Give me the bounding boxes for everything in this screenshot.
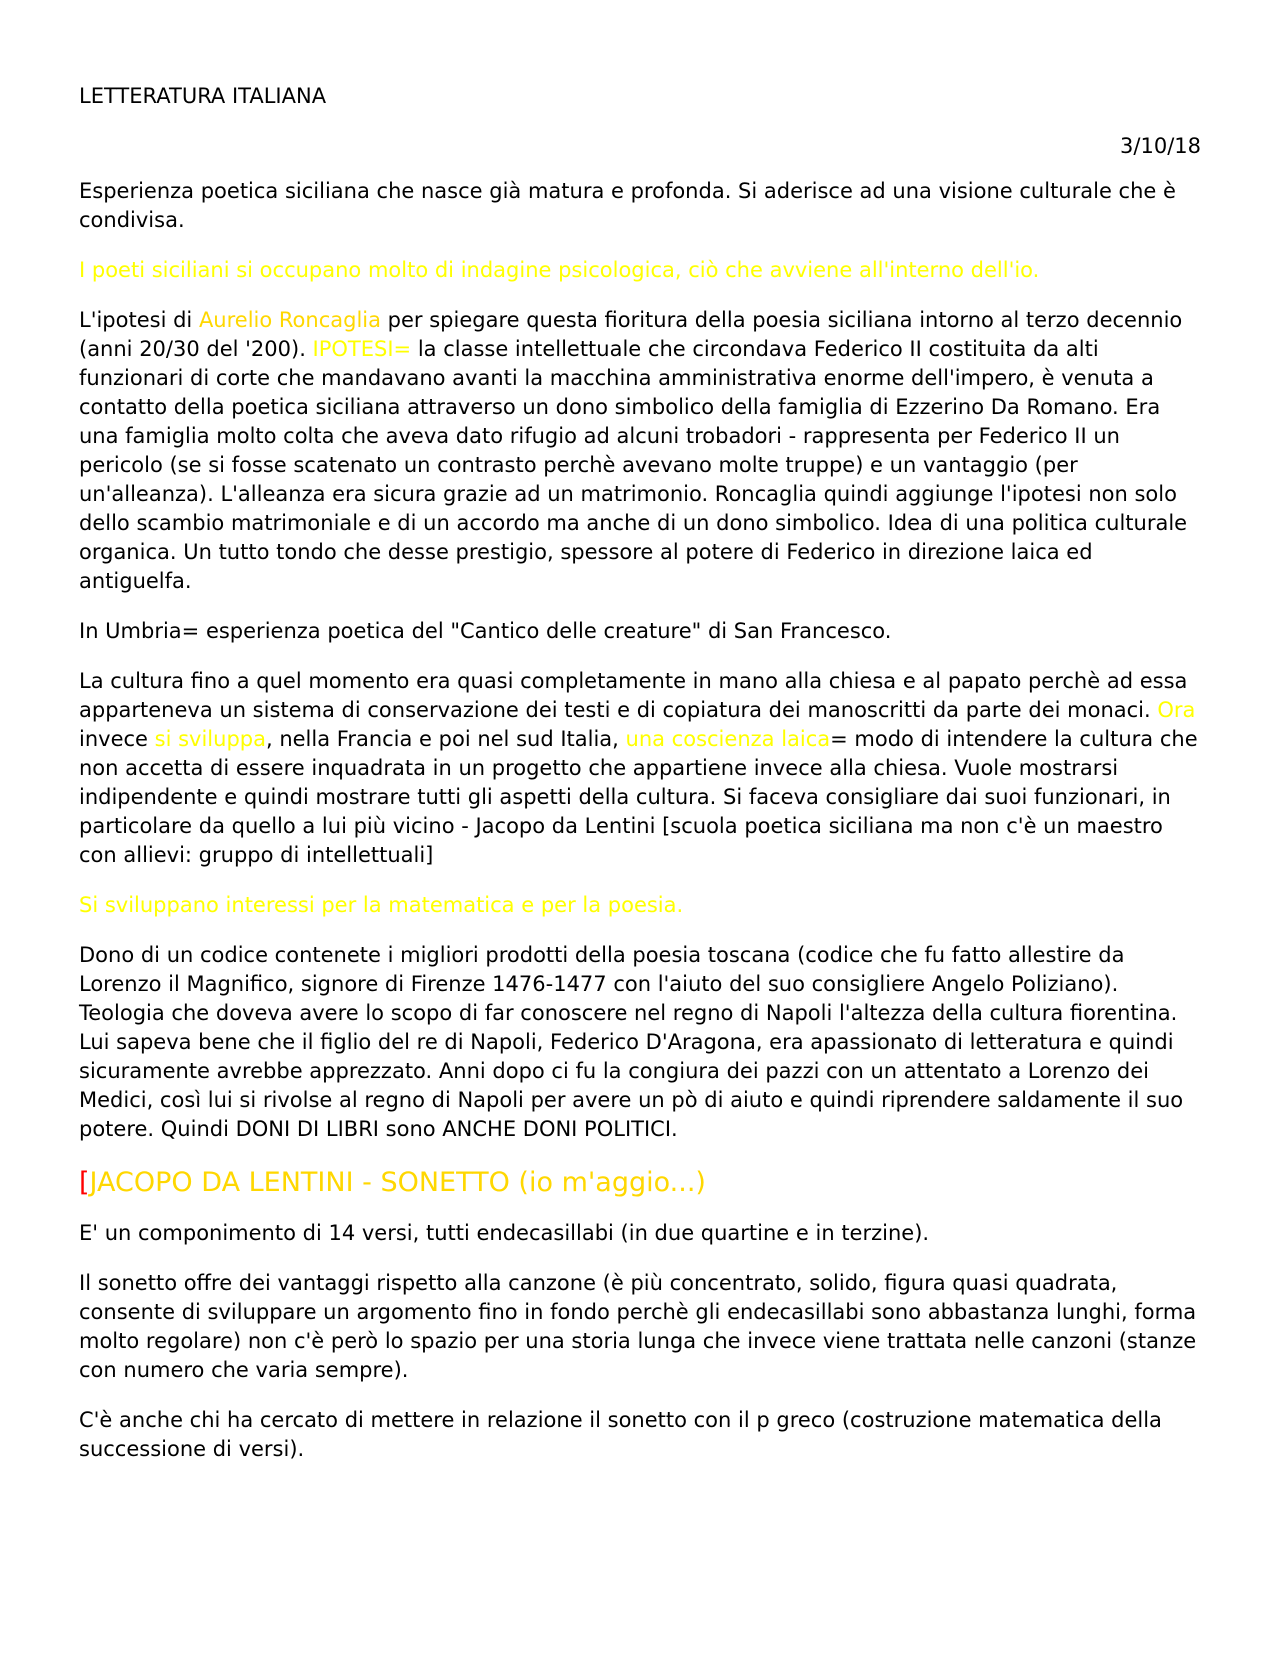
paragraph-componimento: E' un componimento di 14 versi, tutti endecasillabi (in due quartine e in terzine).: [79, 1221, 930, 1245]
paragraph-codice: Dono di un codice contenete i migliori prodotti della poesia toscana (codice che fu fatto allestire da Lorenzo il Magnifico, signore di Firenze 1476-1477 con l'aiuto del suo consigliere Angelo Poliziano). Teologia che doveva avere lo scopo di far conoscere nel regno di Napoli l'altezza della cultura fiorentina. Lui sapeva bene che il figlio del re di Napoli, Federico D'Aragona, era apassionato di letteratura e quindi sicuramente avrebbe apprezzato. Anni dopo ci fu la congiura dei pazzi con un attentato a Lorenzo dei Medici, così lui si rivolse al regno di Napoli per avere un pò di aiuto e quindi riprendere saldamente il suo potere. Quindi DONI DI LIBRI sono ANCHE DONI POLITICI.: [79, 943, 1184, 1141]
paragraph-p-greco: C'è anche chi ha cercato di mettere in relazione il sonetto con il p greco (costruzione matematica della successione di versi).: [79, 1408, 1162, 1461]
highlight-si-sviluppa: si sviluppa: [154, 727, 266, 751]
document-date: 3/10/18: [1120, 134, 1201, 158]
heading-bracket: [: [79, 1167, 90, 1198]
text-segment: la classe intellettuale che circondava Federico II costituita da alti funzionari di corte che mandavano avanti la macchina amministrativa enorme dell'impero, è venuta a contatto della poetica siciliana attraverso un dono simbolico della famiglia di Ezzerino Da Romano. Era una famiglia molto colta che aveva dato rifugio ad alcuni trobadori - rappresenta per Federico II un pericolo (se si fosse scatenato un contrasto perchè avevano molte truppe) e un vantaggio (per un'alleanza). L'alleanza era sicura grazie ad un matrimonio. Roncaglia quindi aggiunge l'ipotesi non solo dello scambio matrimoniale e di un accordo ma anche di un dono simbolico. Idea di una politica culturale organica. Un tutto tondo che desse prestigio, spessore al potere di Federico in direzione laica ed antiguelfa.: [79, 337, 1188, 593]
paragraph-umbria: In Umbria= esperienza poetica del "Cantico delle creature" di San Francesco.: [79, 619, 892, 643]
highlight-ora: Ora: [1157, 698, 1196, 722]
text-segment: per spiegare questa fioritura della poesia siciliana intorno al terzo decennio (anni 20/30 del '200).: [79, 308, 1183, 361]
section-heading: [79, 1165, 1201, 1201]
text-segment: invece: [79, 727, 155, 751]
paragraph-intro: Esperienza poetica siciliana che nasce già matura e profonda. Si aderisce ad una visione culturale che è condivisa.: [79, 179, 1176, 232]
highlight-roncaglia: Aurelio Roncaglia: [198, 308, 381, 332]
heading-text: JACOPO DA LENTINI - SONETTO (io m'aggio...): [89, 1167, 706, 1198]
text-segment: L'ipotesi di: [79, 308, 199, 332]
text-segment: La cultura fino a quel momento era quasi completamente in mano alla chiesa e al papato perchè ad essa apparteneva un sistema di conservazione dei testi e di copiatura dei manoscritti da parte dei monaci.: [79, 669, 1188, 722]
document-title: LETTERATURA ITALIANA: [79, 84, 327, 108]
paragraph-highlight-matematica: Si sviluppano interessi per la matematica e per la poesia.: [79, 893, 684, 917]
paragraph-cultura: [79, 667, 1201, 870]
highlight-ipotesi: IPOTESI=: [312, 337, 412, 361]
text-segment: , nella Francia e poi nel sud Italia,: [265, 727, 626, 751]
document-page: [79, 82, 1201, 1485]
text-segment: = modo di intendere la cultura che non accetta di essere inquadrata in un progetto che appartiene invece alla chiesa. Vuole mostrarsi indipendente e quindi mostrare tutti gli aspetti della cultura. Si faceva consigliare dai suoi funzionari, in particolare da quello a lui più vicino - Jacopo da Lentini [scuola poetica siciliana ma non c'è un maestro con allievi: gruppo di intellettuali]: [79, 727, 1198, 867]
highlight-coscienza-laica: una coscienza laica: [625, 727, 831, 751]
paragraph-roncaglia: [79, 306, 1201, 596]
paragraph-sonetto: Il sonetto offre dei vantaggi rispetto alla canzone (è più concentrato, solido, figura quasi quadrata, consente di sviluppare un argomento fino in fondo perchè gli endecasillabi sono abbastanza lunghi, forma molto regolare) non c'è però lo spazio per una storia lunga che invece viene trattata nelle canzoni (stanze con numero che varia sempre).: [79, 1271, 1197, 1382]
paragraph-highlight-psicologia: I poeti siciliani si occupano molto di indagine psicologica, ciò che avviene all'interno dell'io.: [79, 258, 1040, 282]
